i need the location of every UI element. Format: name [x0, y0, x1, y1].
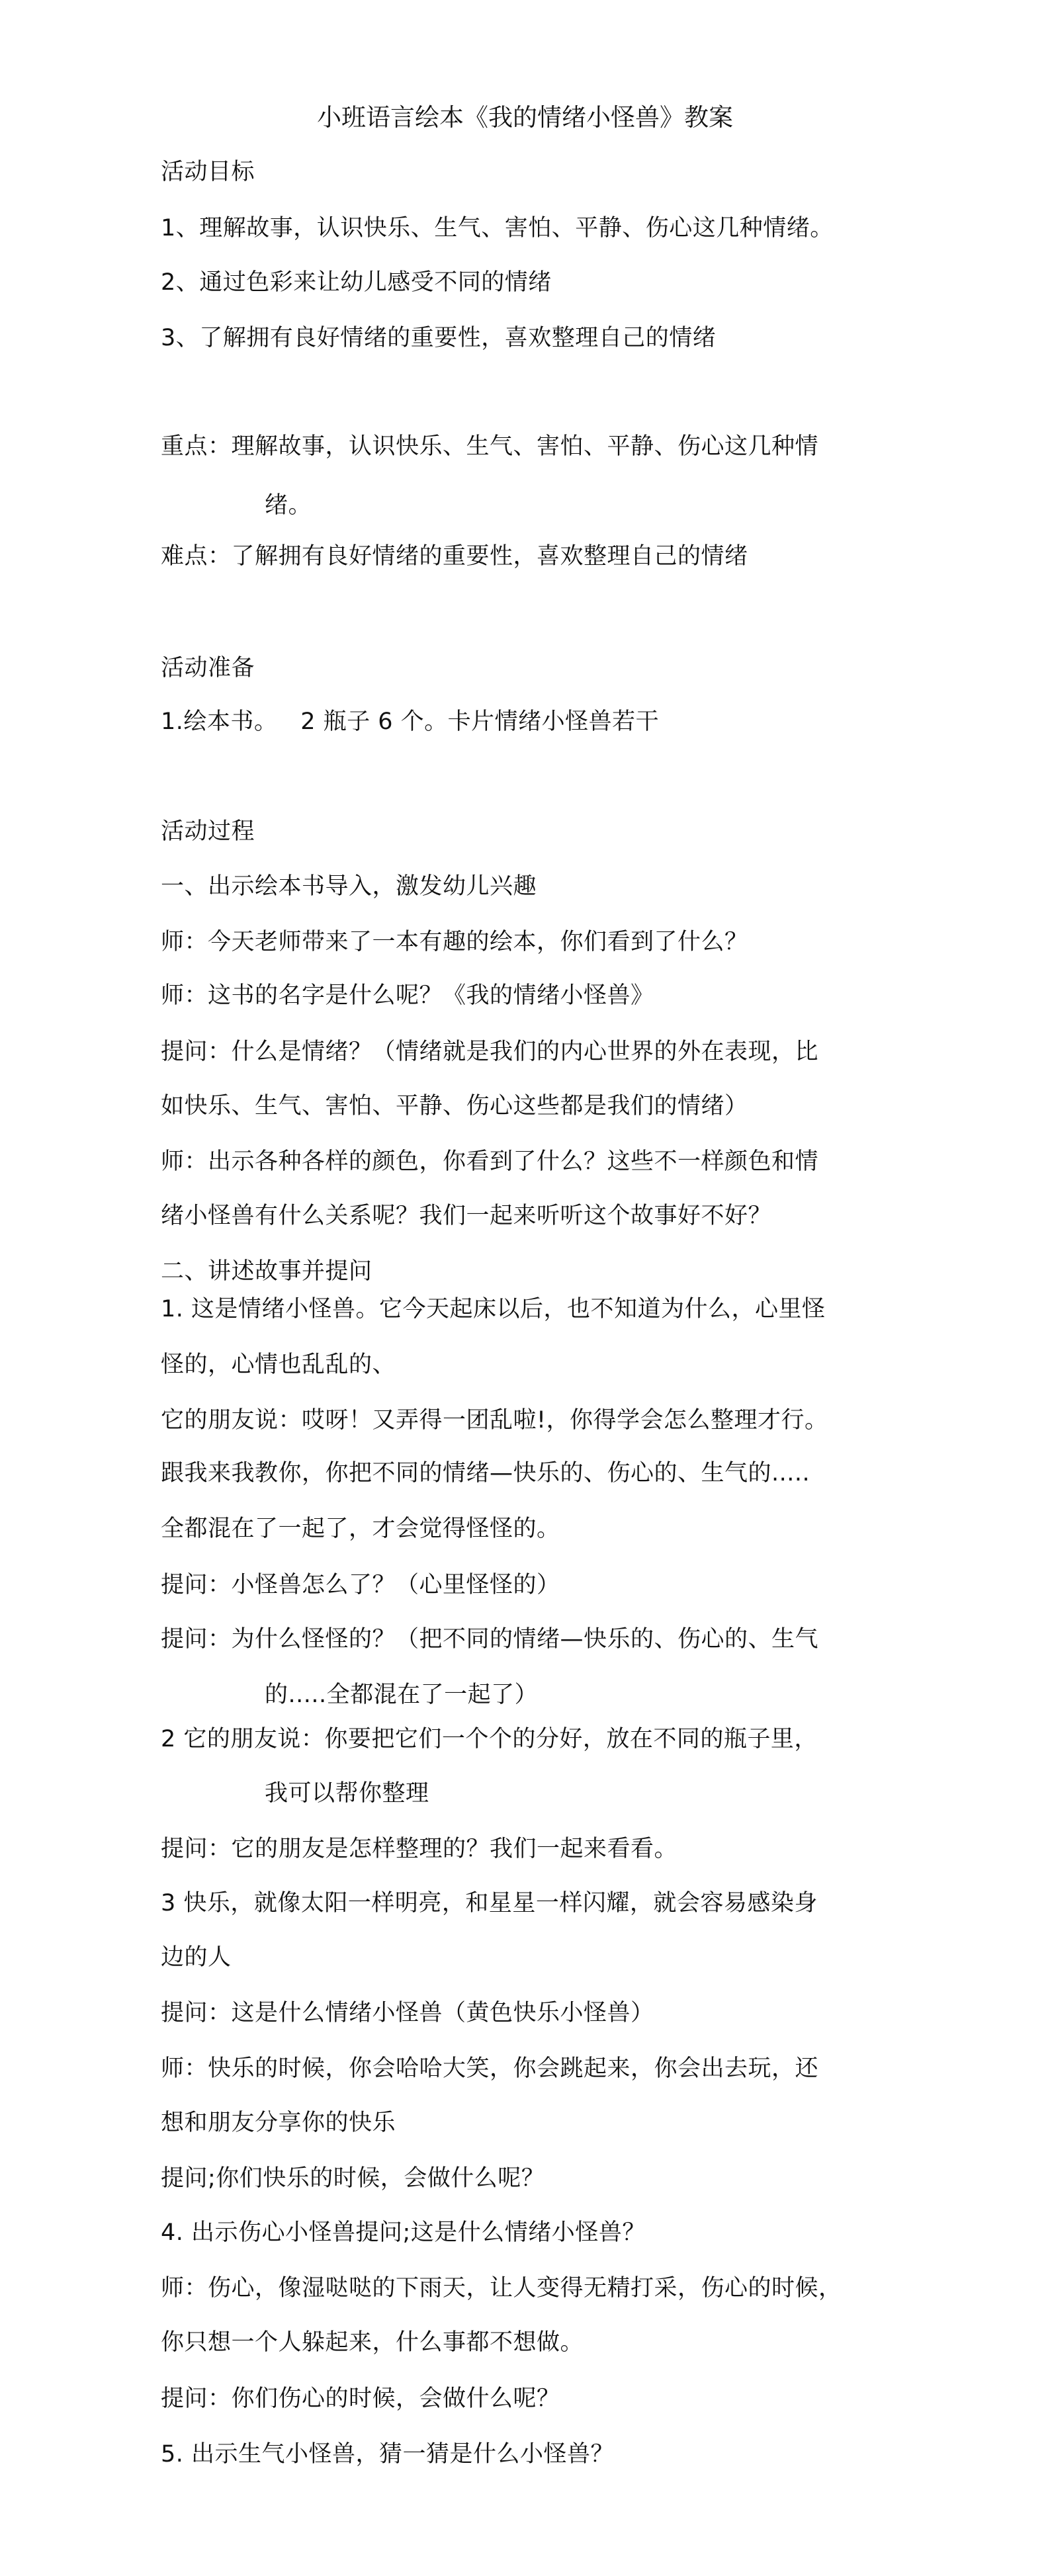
paragraph-line: 师：今天老师带来了一本有趣的绘本，你们看到了什么？: [161, 929, 748, 955]
paragraph-line: 的.....全都混在了一起了）: [265, 1682, 539, 1708]
paragraph-line: 师：快乐的时候，你会哈哈大笑，你会跳起来，你会出去玩，还: [161, 2055, 819, 2082]
difficulty-point: [161, 542, 748, 571]
paragraph-line: 3 快乐，就像太阳一样明亮，和星星一样闪耀，就会容易感染身: [161, 1890, 818, 1916]
paragraph-line: 如快乐、生气、害怕、平静、伤心这些都是我们的情绪）: [161, 1093, 748, 1119]
preparation-text: 1.绘本书。 2 瓶子 6 个。卡片情绪小怪兽若干: [161, 708, 660, 735]
paragraph-line: 师：出示各种各样的颜色，你看到了什么？这些不一样颜色和情: [161, 1148, 819, 1175]
paragraph-line: 师：伤心，像湿哒哒的下雨天，让人变得无精打采，伤心的时候，: [161, 2275, 842, 2301]
paragraph-line: 提问：它的朋友是怎样整理的？我们一起来看看。: [161, 1836, 678, 1862]
paragraph-line: 怪的，心情也乱乱的、: [161, 1352, 396, 1378]
difficulty-label: 难点：: [161, 543, 232, 570]
part1-heading: 一、出示绘本书导入，激发幼儿兴趣: [161, 873, 537, 900]
paragraph-line: 4. 出示伤心小怪兽提问;这是什么情绪小怪兽？: [161, 2219, 646, 2246]
preparation-heading: 活动准备: [161, 655, 255, 681]
difficulty-text: 了解拥有良好情绪的重要性，喜欢整理自己的情绪: [231, 543, 748, 570]
paragraph-line: 想和朋友分享你的快乐: [161, 2110, 396, 2136]
paragraph-line: 师：这书的名字是什么呢？《我的情绪小怪兽》: [161, 982, 654, 1009]
paragraph-line: 提问：什么是情绪？（情绪就是我们的内心世界的外在表现，比: [161, 1039, 819, 1065]
paragraph-line: 你只想一个人躲起来，什么事都不想做。: [161, 2329, 584, 2356]
paragraph-line: 2 它的朋友说：你要把它们一个个的分好，放在不同的瓶子里，: [161, 1726, 818, 1752]
paragraph-line: 跟我来我教你，你把不同的情绪—快乐的、伤心的、生气的.....: [161, 1460, 810, 1486]
goal-item: 2、通过色彩来让幼儿感受不同的情绪: [161, 269, 552, 296]
goal-item: 1、理解故事，认识快乐、生气、害怕、平静、伤心这几种情绪。: [161, 215, 834, 241]
paragraph-line: 提问：为什么怪怪的？（把不同的情绪—快乐的、伤心的、生气: [161, 1626, 819, 1653]
paragraph-line: 提问;你们快乐的时候，会做什么呢？: [161, 2165, 545, 2192]
paragraph-line: 5. 出示生气小怪兽，猜一猜是什么小怪兽？: [161, 2441, 615, 2468]
goals-heading: 活动目标: [161, 159, 255, 185]
document-title: 小班语言绘本《我的情绪小怪兽》教案: [317, 103, 733, 132]
goal-item: 3、了解拥有良好情绪的重要性，喜欢整理自己的情绪: [161, 325, 717, 351]
key-point-continuation: 绪。: [265, 492, 312, 519]
process-heading: 活动过程: [161, 818, 255, 845]
paragraph-line: 它的朋友说：哎呀！又弄得一团乱啦!，你得学会怎么整理才行。: [161, 1407, 828, 1434]
paragraph-line: 全都混在了一起了，才会觉得怪怪的。: [161, 1516, 560, 1542]
paragraph-line: 提问：小怪兽怎么了？（心里怪怪的）: [161, 1572, 560, 1598]
paragraph-line: 边的人: [161, 1944, 232, 1971]
key-point-label: 重点：: [161, 433, 232, 460]
paragraph-line: 绪小怪兽有什么关系呢？我们一起来听听这个故事好不好？: [161, 1203, 772, 1229]
paragraph-line: 提问：你们伤心的时候，会做什么呢？: [161, 2385, 560, 2412]
paragraph-line: 提问：这是什么情绪小怪兽（黄色快乐小怪兽）: [161, 2000, 654, 2026]
paragraph-line: 我可以帮你整理: [265, 1780, 429, 1807]
paragraph-line: 1. 这是情绪小怪兽。它今天起床以后，也不知道为什么，心里怪: [161, 1296, 826, 1322]
key-point: [161, 432, 818, 461]
key-point-text: 理解故事，认识快乐、生气、害怕、平静、伤心这几种情: [231, 433, 819, 460]
part2-heading: 二、讲述故事并提问: [161, 1258, 372, 1285]
